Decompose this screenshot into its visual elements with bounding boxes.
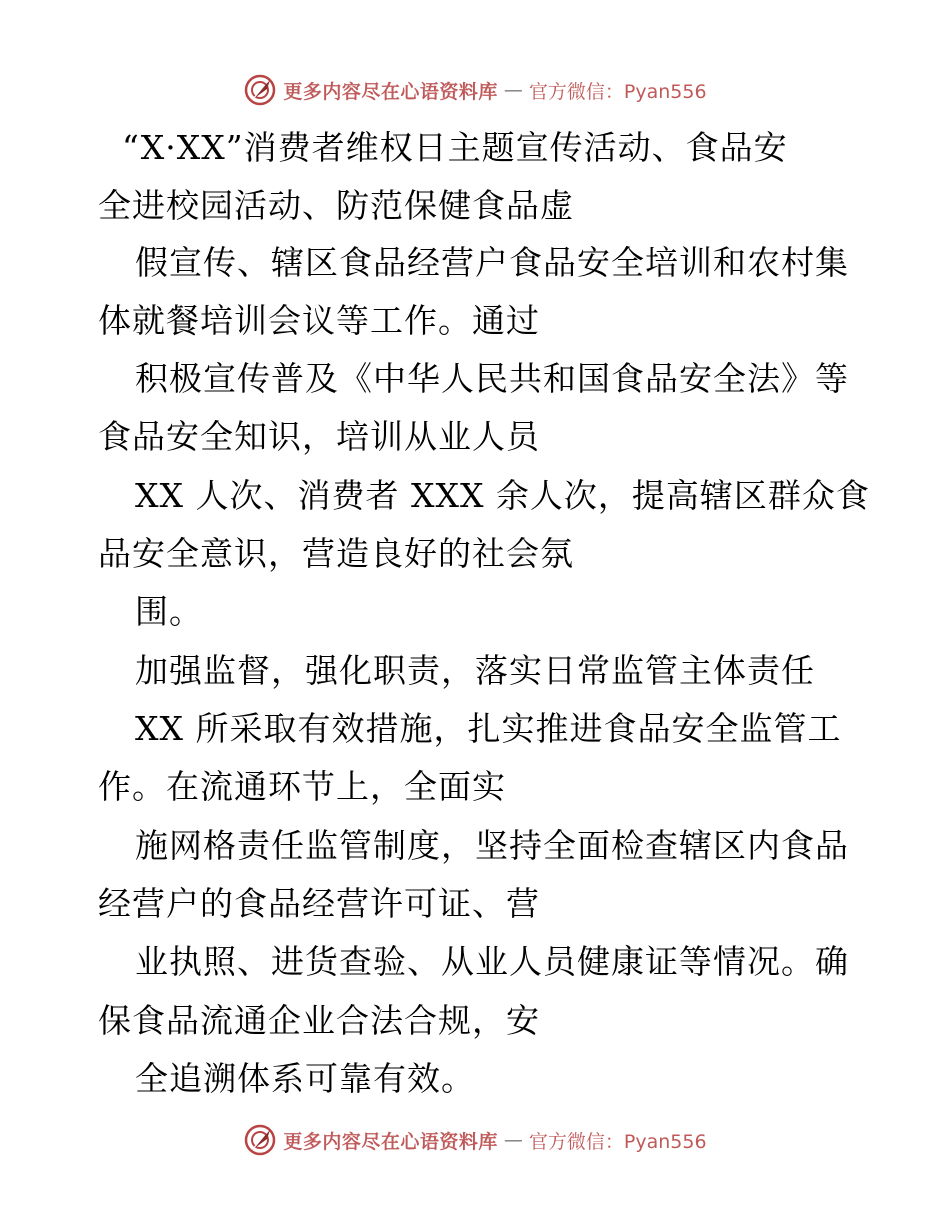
body-line-8: 品安全意识，营造良好的社会氛	[98, 534, 574, 573]
footer-banner	[0, 1120, 950, 1160]
body-line-5: 积极宣传普及《中华人民共和国食品安全法》等	[135, 359, 849, 398]
body-line-2: 全进校园活动、防范保健食品虚	[98, 186, 574, 225]
header-brand-text: 更多内容尽在心语资料库	[283, 80, 498, 103]
quill-logo-icon	[243, 73, 277, 107]
body-line-4: 体就餐培训会议等工作。通过	[98, 301, 540, 340]
header-wechat-text: 官方微信：Pyan556	[528, 80, 707, 103]
body-line-10: 加强监督，强化职责，落实日常监管主体责任	[135, 651, 815, 690]
body-line-17: 全追溯体系可靠有效。	[135, 1059, 475, 1098]
body-line-12: 作。在流通环节上，全面实	[98, 767, 506, 806]
footer-wechat-text: 官方微信：Pyan556	[528, 1130, 707, 1153]
body-line-14: 经营户的食品经营许可证、营	[98, 884, 540, 923]
body-line-9: 围。	[135, 592, 203, 631]
footer-separator: —	[503, 1129, 523, 1151]
body-line-3: 假宣传、辖区食品经营户食品安全培训和农村集	[135, 243, 849, 282]
quill-logo-icon	[243, 1123, 277, 1157]
body-line-13: 施网格责任监管制度，坚持全面检查辖区内食品	[135, 826, 849, 865]
header-banner	[0, 70, 950, 110]
header-separator: —	[503, 79, 523, 101]
body-line-7: XX 人次、消费者 XXX 余人次，提高辖区群众食	[135, 476, 870, 515]
body-line-11: XX 所采取有效措施，扎实推进食品安全监管工	[135, 709, 842, 748]
footer-brand-text: 更多内容尽在心语资料库	[283, 1130, 498, 1153]
body-line-15: 业执照、进货查验、从业人员健康证等情况。确	[135, 942, 849, 981]
body-line-6: 食品安全知识，培训从业人员	[98, 417, 540, 456]
body-line-1: “X·XX”消费者维权日主题宣传活动、食品安	[122, 128, 788, 167]
body-line-16: 保食品流通企业合法合规，安	[98, 1001, 540, 1040]
